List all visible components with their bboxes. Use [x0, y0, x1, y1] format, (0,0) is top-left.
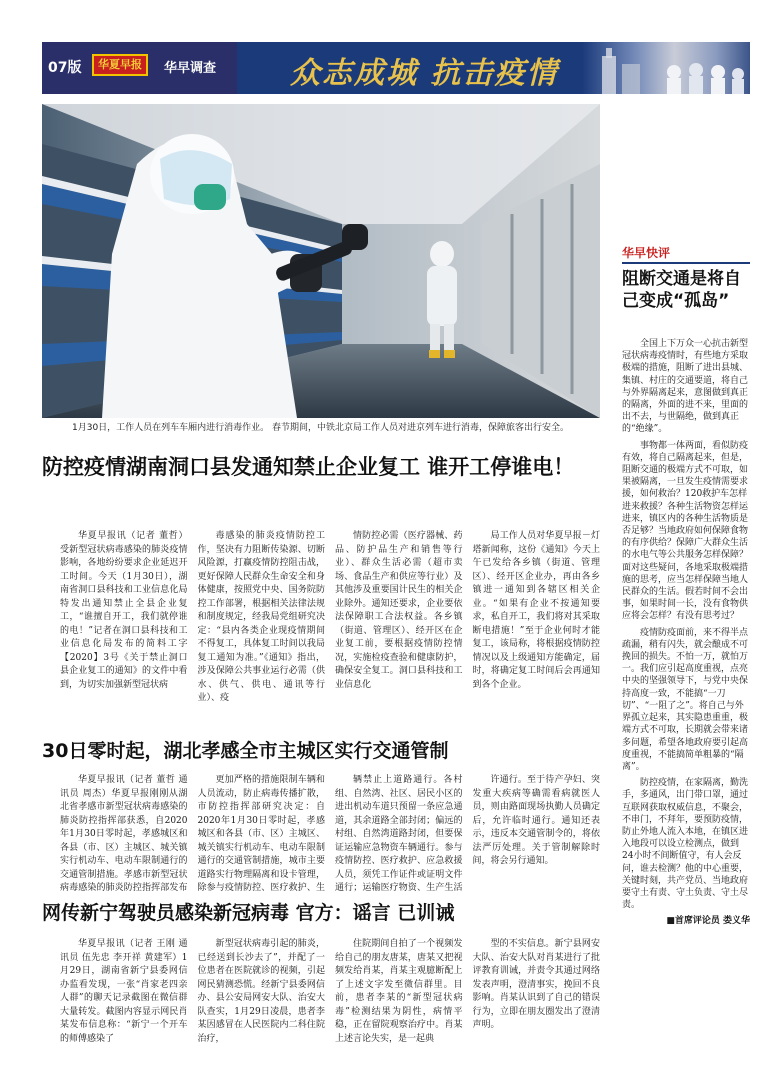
article-column: 局工作人员对华夏早报－灯塔新闻称，这份《通知》今天上午已发给各乡镇（街道、管理区）、经开区企业办，再由各乡镇进一通知到各辖区相关企业。“如果有企业不按通知要求，私自开工，我们将对其采取断电措施！”至于企业何时才能复工，该局称，将根据疫情防控情况以及上级通知方能确定，届时，将确定复工时间后会再通知到各个企业。 — [472, 531, 600, 690]
article-body — [60, 774, 600, 894]
commentary-body — [622, 338, 750, 928]
article-body — [60, 530, 600, 740]
commentary-paragraph: 全国上下万众一心抗击新型冠状病毒疫情时，有些地方采取极端的措施，阻断了进出县城、集镇、村庄的交通要道，将自己与外界隔离起来，意图做到真正的隔离，外面的进不来，里面的出不去，与世隔绝，做到真正的“绝缘”。 — [622, 339, 749, 435]
header-slogan: 众志成城 抗击疫情 — [290, 56, 559, 91]
article-column: 华夏早报讯（记者 王刚 通讯员 伍先忠 李开祥 黄建军）1月29日，湖南省新宁县委网信办监看发现，一张“肖家老四亲人群”的聊天记录截图在微信群大量转发。截图内容显示网民肖某发布信息称：“新宁一个开车的师傅感染了 — [60, 939, 188, 1044]
article-headline: 防控疫情湖南洞口县发通知禁止企业复工 谁开工停谁电！ — [42, 455, 575, 479]
commentary-paragraph: 疫情防疫面前，来不得半点疏漏，稍有闪失，就会酿成不可挽回的损失。不怕一万，就怕万一。我们应引起高度重视，点亮中央的坚强领导下，与党中央保持高度一致，不能搞“一刀切”、“一阻了之”。将自己与外界孤立起来，其实隐患重重，极端方式不可取，长期就会带来诸多问题，希望各地政府要引起高度重视，不能搞简单粗暴的“隔离”。 — [622, 627, 749, 772]
article-headline: 30日零时起，湖北孝感全市主城区实行交通管制 — [42, 740, 449, 762]
train-disinfection-photo — [42, 104, 600, 418]
article-column: 住院期间自拍了一个视频发给自己的朋友唐某，唐某又把视频发给肖某，肖某主观臆断配上了上述文字发至微信群里。目前，患者李某的“新型冠状病毒”检测结果为阴性，病情平稳，正在留院观察治疗中。肖某上述言论失实，是一起典 — [335, 939, 463, 1044]
section-name: 华早调查 — [164, 61, 217, 76]
article-body — [60, 938, 600, 1048]
article-headline: 网传新宁驾驶员感染新冠病毒 官方：谣言 已训诫 — [42, 902, 455, 924]
commentary-divider — [622, 262, 750, 264]
page-number: 07版 — [48, 60, 82, 76]
article-column: 型的不实信息。新宁县网安大队、治安大队对肖某进行了批评教育训诫，并责令其通过网络发表声明，澄清事实，挽回不良影响。肖某认识到了自己的错误行为，立即在朋友圈发出了澄清声明。 — [472, 939, 600, 1030]
photo-caption: 1月30日，工作人员在列车车厢内进行消毒作业。 春节期间，中铁北京局工作人员对进京列车进行消毒，保障旅客出行安全。 — [72, 423, 570, 433]
commentary-author: ■首席评论员 娄义华 — [666, 916, 750, 927]
commentary-paragraph: 事物都一体两面，看似防疫有效，将自己隔离起来，但是，阻断交通的极端方式不可取，如果被隔离，一旦发生疫情需要求援，如何救治？120救护车怎样进来救援？各种生活物资怎样运进来，镇区内的各种生活物质是否足够？当地政府如何保障食物的有序供给？保障广大群众生活的水电气等公共服务怎样保障？面对这些疑问，各地采取极端措施的思考，应当怎样保障当地人民群众的生活。假若时间不会出事，如果时间一长，没有食物供应将会怎样？有没有思考过？ — [622, 440, 749, 622]
skyline-illustration — [582, 42, 750, 94]
article-column: 许通行。至于待产孕妇、突发重大疾病等确需看病就医人员，则由路面现场执勤人员确定后，允许临时通行。通知还表示，违反本交通管制令的，将依法严厉处理。关于管制解除时间，将会另行通知。 — [472, 775, 600, 866]
article-column: 更加严格的措施限制车辆和人员流动，防止病毒传播扩散，市防控指挥部研究决定：自2020年1月30日零时起，孝感城区和各县（市、区）主城区、城关镇实行机动车、电动车限制通行的交通管制措施，城市主要道路实行物理隔离和设卡管理，除参与疫情防控、医疗救护、生 — [197, 775, 325, 893]
article-column: 华夏早报讯（记者 董哲 通讯员 周杰）华夏早报刚刚从湖北省孝感市新型冠状病毒感染的肺炎防控指挥部获悉，自2020年1月30日零时起，孝感城区和各县（市、区）主城区、城关镇实行机动车、电动车限制通行的交通管制措施。孝感市新型冠状病毒感染的肺炎防控指挥部发布 — [60, 775, 188, 893]
article-column: 华夏早报讯（记者 董哲）受新型冠状病毒感染的肺炎疫情影响，各地纷纷要求企业延迟开工时间。今天（1月30日），湖南省洞口县科技和工业信息化局特发出通知禁止全县企业复工，“谁擅自开工，我们就停谁的电！”记者在洞口县科技和工业信息化局发布的简料工字【2020】3号《关于禁止洞口县企业复工的通知》的文件中看到，为切实加强新型冠状病 — [60, 531, 188, 690]
commentary-title: 阻断交通是将自己变成“孤岛” — [622, 269, 741, 311]
article-column: 新型冠状病毒引起的肺炎，已经送到长沙去了”，并配了一位患者在医院就诊的视频，引起网民猜测恐慌。经新宁县委网信办、县公安局网安大队、治安大队查实，1月29日凌晨，患者李某因感冒在人民医院内二科住院治疗， — [197, 939, 325, 1044]
header-photo — [582, 42, 750, 94]
commentary-tag: 华早快评 — [622, 246, 671, 260]
article-column: 毒感染的肺炎疫情防控工作，坚决有力阻断传染源、切断风险源，打赢疫情防控阻击战，更好保障人民群众生命安全和身体健康，按照党中央、国务院防控工作部署，根据相关法律法规和制度规定，经我局党组研究决定：“县内各类企业现疫情期间不得复工，具体复工时间以我局复工通知为准。”《通知》指出，涉及保障公共事业运行必需（供水、供气、供电、通讯等行业）、疫 — [197, 531, 325, 703]
photo-illustration — [42, 104, 600, 418]
article-column: 辆禁止上道路通行。各村组、自然湾、社区、居民小区的进出机动车道只预留一条应急通道，其余道路全部封闭；偏远的村组、自然湾道路封闭，但要保证运输应急物资车辆通行。参与疫情防控、医疗救护、应急救援人员，须凭工作证件或证明文件通行；运输医疗物资、生产生活 — [335, 775, 463, 893]
newspaper-logo: 华夏早报 — [92, 54, 148, 76]
article-column: 情防控必需（医疗器械、药品、防护品生产和销售等行业）、群众生活必需（超市卖场、食品生产和供应等行业）及其他涉及重要国计民生的相关企业除外。通知还要求，企业要依法保障职工合法权益。各乡镇（街道、管理区）、经开区在企业复工前，要根据疫情防控情况，实施检疫查验和健康防护，确保安全复工。洞口县科技和工业信息化 — [335, 531, 463, 690]
commentary-paragraph: 防控疫情，在家隔离，勤洗手，多通风，出门带口罩，通过互联网获取权威信息，不聚会，不串门，不拜年，要预防疫情，防止外地人流入本地，在镇区进入地段可以设立检测点，做到24小时不间断值守，有人会反问，谁去检测？他的中心重要，关键时刻，共产党员、当地政府要守土有责、守土负责、守土尽责。 — [622, 778, 749, 911]
header-left-panel — [42, 42, 237, 94]
page-header-banner — [42, 42, 750, 94]
